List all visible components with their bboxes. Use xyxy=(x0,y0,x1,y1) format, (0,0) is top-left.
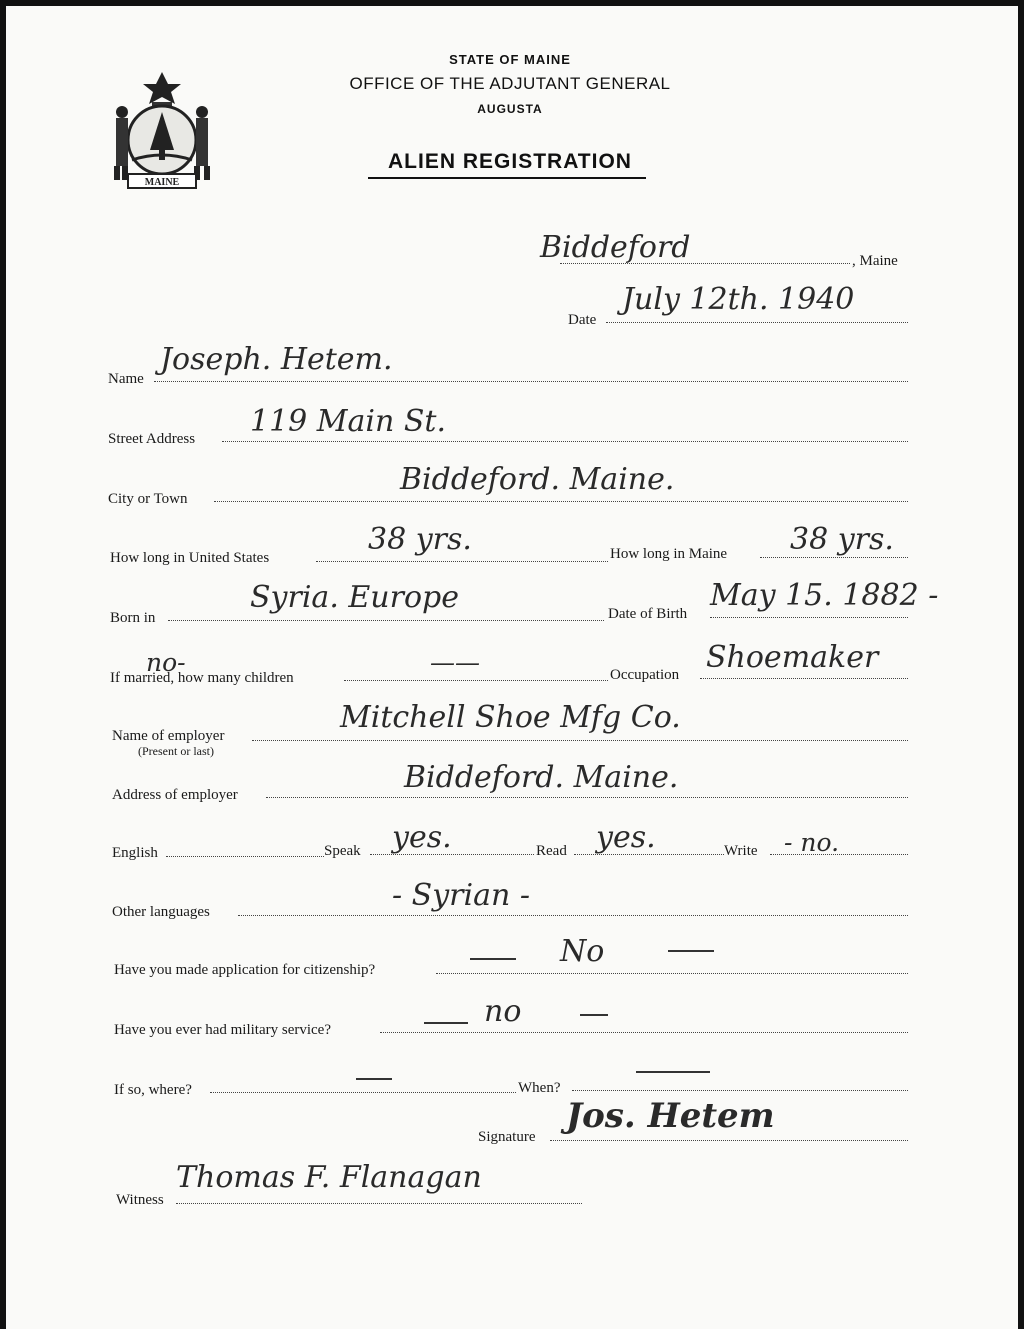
place-suffix: , Maine xyxy=(852,253,898,269)
name-label: Name xyxy=(108,371,144,387)
citizenship-dash-right xyxy=(668,950,714,952)
city-label: City or Town xyxy=(108,491,188,507)
seal-banner-text: MAINE xyxy=(144,177,180,188)
employer-address-dotted-line xyxy=(266,797,908,798)
how-long-us-label: How long in United States xyxy=(110,550,270,566)
born-in-dotted-line xyxy=(168,620,604,621)
form-title: ALIEN REGISTRATION xyxy=(388,150,632,173)
name-value: Joseph. Hetem. xyxy=(160,342,393,377)
english-label: English xyxy=(112,845,158,861)
name-dotted-line xyxy=(154,381,908,382)
where-dotted-line xyxy=(210,1092,516,1093)
employer-address-value: Biddeford. Maine. xyxy=(404,760,679,795)
street-dotted-line xyxy=(222,441,908,442)
signature-label: Signature xyxy=(478,1129,536,1145)
military-dash-left xyxy=(424,1022,468,1024)
how-long-us-dotted-line xyxy=(316,561,608,562)
dob-value: May 15. 1882 - xyxy=(710,578,939,613)
street-value: 119 Main St. xyxy=(250,404,446,439)
witness-dotted-line xyxy=(176,1203,582,1204)
witness-value: Thomas F. Flanagan xyxy=(176,1160,482,1195)
other-languages-label: Other languages xyxy=(112,904,210,920)
children-value: —— xyxy=(430,648,480,677)
born-in-value: Syria. Europe xyxy=(250,580,459,615)
header-office: OFFICE OF THE ADJUTANT GENERAL xyxy=(349,74,671,93)
scan-border-right xyxy=(1018,0,1024,1329)
city-dotted-line xyxy=(214,501,908,502)
employer-address-label: Address of employer xyxy=(112,787,238,803)
signature-value: Jos. Hetem xyxy=(566,1096,775,1136)
how-long-us-value: 38 yrs. xyxy=(368,522,472,557)
header-state: STATE OF MAINE xyxy=(449,52,571,67)
state-of-maine-seal-icon xyxy=(108,68,216,192)
date-label: Date xyxy=(568,312,597,328)
where-dash xyxy=(356,1078,392,1080)
citizenship-dotted-line xyxy=(436,973,908,974)
date-value: July 12th. 1940 xyxy=(622,282,855,317)
english-dotted-line xyxy=(166,856,324,857)
citizenship-label: Have you made application for citizenship? xyxy=(114,962,376,978)
when-label: When? xyxy=(518,1080,561,1096)
where-label: If so, where? xyxy=(114,1082,192,1098)
occupation-dotted-line xyxy=(700,678,908,679)
dob-dotted-line xyxy=(710,617,908,618)
other-languages-value: - Syrian - xyxy=(392,878,530,913)
header-city: AUGUSTA xyxy=(477,102,543,116)
how-long-me-dotted-line xyxy=(760,557,908,558)
read-value: yes. xyxy=(596,820,656,855)
signature-dotted-line xyxy=(550,1140,908,1141)
occupation-value: Shoemaker xyxy=(706,640,879,675)
citizenship-value: No xyxy=(560,934,605,969)
occupation-label: Occupation xyxy=(610,667,680,683)
scan-border-left xyxy=(0,0,6,1329)
witness-label: Witness xyxy=(116,1192,164,1208)
when-dotted-line xyxy=(572,1090,908,1091)
speak-value: yes. xyxy=(392,820,452,855)
place-value: Biddeford xyxy=(540,230,691,265)
military-dotted-line xyxy=(380,1032,908,1033)
when-dash xyxy=(636,1071,710,1073)
children-label: If married, how many children xyxy=(110,670,294,686)
military-label: Have you ever had military service? xyxy=(114,1022,331,1038)
military-dash-right xyxy=(580,1014,608,1016)
how-long-me-value: 38 yrs. xyxy=(790,522,894,557)
children-dotted-line xyxy=(344,680,608,681)
employer-label: Name of employer xyxy=(112,728,225,744)
how-long-me-label: How long in Maine xyxy=(610,546,728,562)
military-value: no xyxy=(484,994,522,1029)
scan-border-top xyxy=(0,0,1024,6)
city-value: Biddeford. Maine. xyxy=(400,462,675,497)
date-dotted-line xyxy=(606,322,908,323)
children-prefix: no- xyxy=(146,648,186,677)
citizenship-dash-left xyxy=(470,958,516,960)
title-underline xyxy=(368,177,646,179)
write-label: Write xyxy=(724,843,758,859)
other-languages-dotted-line xyxy=(238,915,908,916)
dob-label: Date of Birth xyxy=(608,606,688,622)
read-label: Read xyxy=(536,843,567,859)
street-label: Street Address xyxy=(108,431,196,447)
speak-label: Speak xyxy=(324,843,361,859)
born-in-label: Born in xyxy=(110,610,156,626)
write-value: - no. xyxy=(784,828,840,857)
employer-value: Mitchell Shoe Mfg Co. xyxy=(340,700,681,735)
employer-dotted-line xyxy=(252,740,908,741)
employer-sublabel: (Present or last) xyxy=(138,744,214,758)
